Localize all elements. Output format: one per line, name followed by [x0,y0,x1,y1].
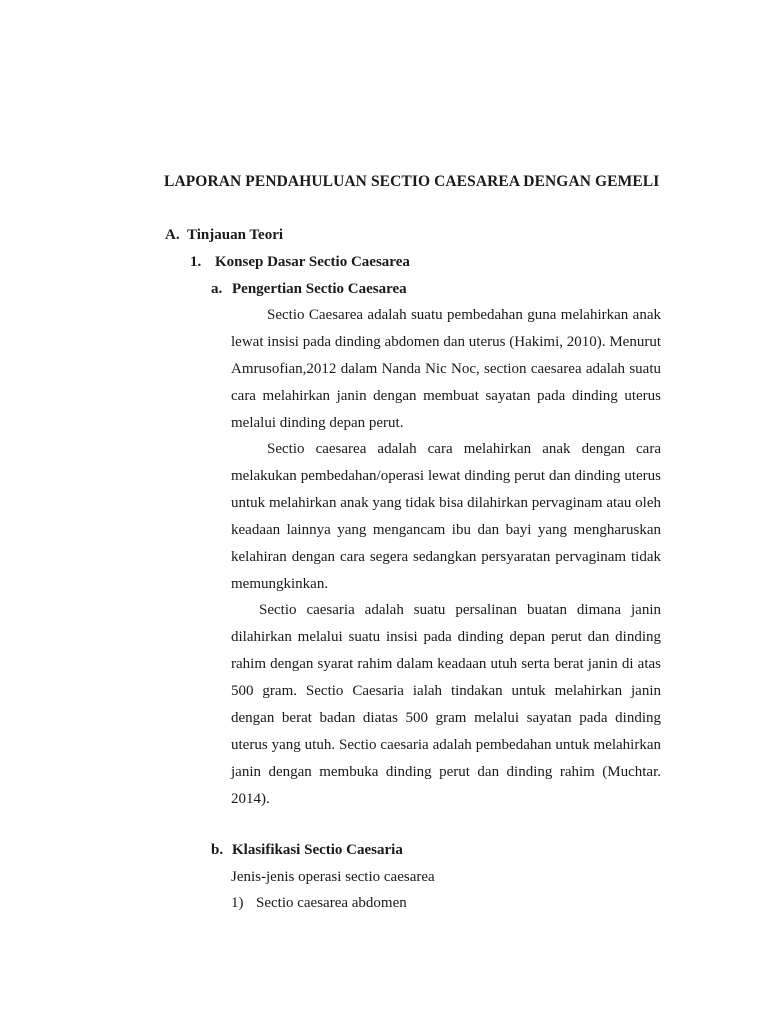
paragraph-definition-2: Sectio caesarea adalah cara melahirkan anak dengan cara melakukan pembedahan/operasi lewat dinding perut dan dinding uterus untuk melahirkan anak yang tidak bisa dilahirkan pervaginam atau oleh keadaan lainnya yang mengancam ibu dan bayi yang mengharuskan kelahiran dengan cara segera sedangkan persyaratan pervaginam tidak memungkinkan. [231,441,661,592]
paragraph-definition-3: Sectio caesaria adalah suatu persalinan buatan dimana janin dilahirkan melalui suatu insisi pada dinding depan perut dan dinding rahim dengan syarat rahim dalam keadaan utuh serta berat janin di atas 500 gram. Sectio Caesaria ialah tindakan untuk melahirkan janin dengan berat badan diatas 500 gram melalui sayatan pada dinding uterus yang utuh. Sectio caesaria adalah pembedahan untuk melahirkan janin dengan membuka dinding perut dan dinding rahim (Muchtar. 2014). [231,602,661,807]
subsection-label: Konsep Dasar Sectio Caesarea [215,254,410,270]
item-marker: a. [211,281,223,297]
subsection-heading-1 [190,254,410,271]
section-label: Tinjauan Teori [187,227,284,243]
section-marker: A. [165,227,180,243]
section-heading-a [165,227,283,244]
list-item [231,895,407,912]
item-marker: b. [211,842,224,858]
subsection-marker: 1. [190,254,202,270]
list-marker: 1) [231,895,244,911]
item-label: Klasifikasi Sectio Caesaria [232,842,403,858]
list-text: Sectio caesarea abdomen [256,895,407,911]
classification-intro: Jenis-jenis operasi sectio caesarea [231,869,435,885]
item-heading-a [211,281,407,298]
item-label: Pengertian Sectio Caesarea [232,281,407,297]
document-title: LAPORAN PENDAHULUAN SECTIO CAESAREA DENGAN GEMELI [164,173,660,190]
paragraph-definition-1: Sectio Caesarea adalah suatu pembedahan guna melahirkan anak lewat insisi pada dinding abdomen dan uterus (Hakimi, 2010). Menurut Amrusofian,2012 dalam Nanda Nic Noc, section caesarea adalah suatu cara melahirkan janin dengan membuat sayatan pada dinding uterus melalui dinding depan perut. [231,307,661,431]
item-heading-b [211,842,403,859]
